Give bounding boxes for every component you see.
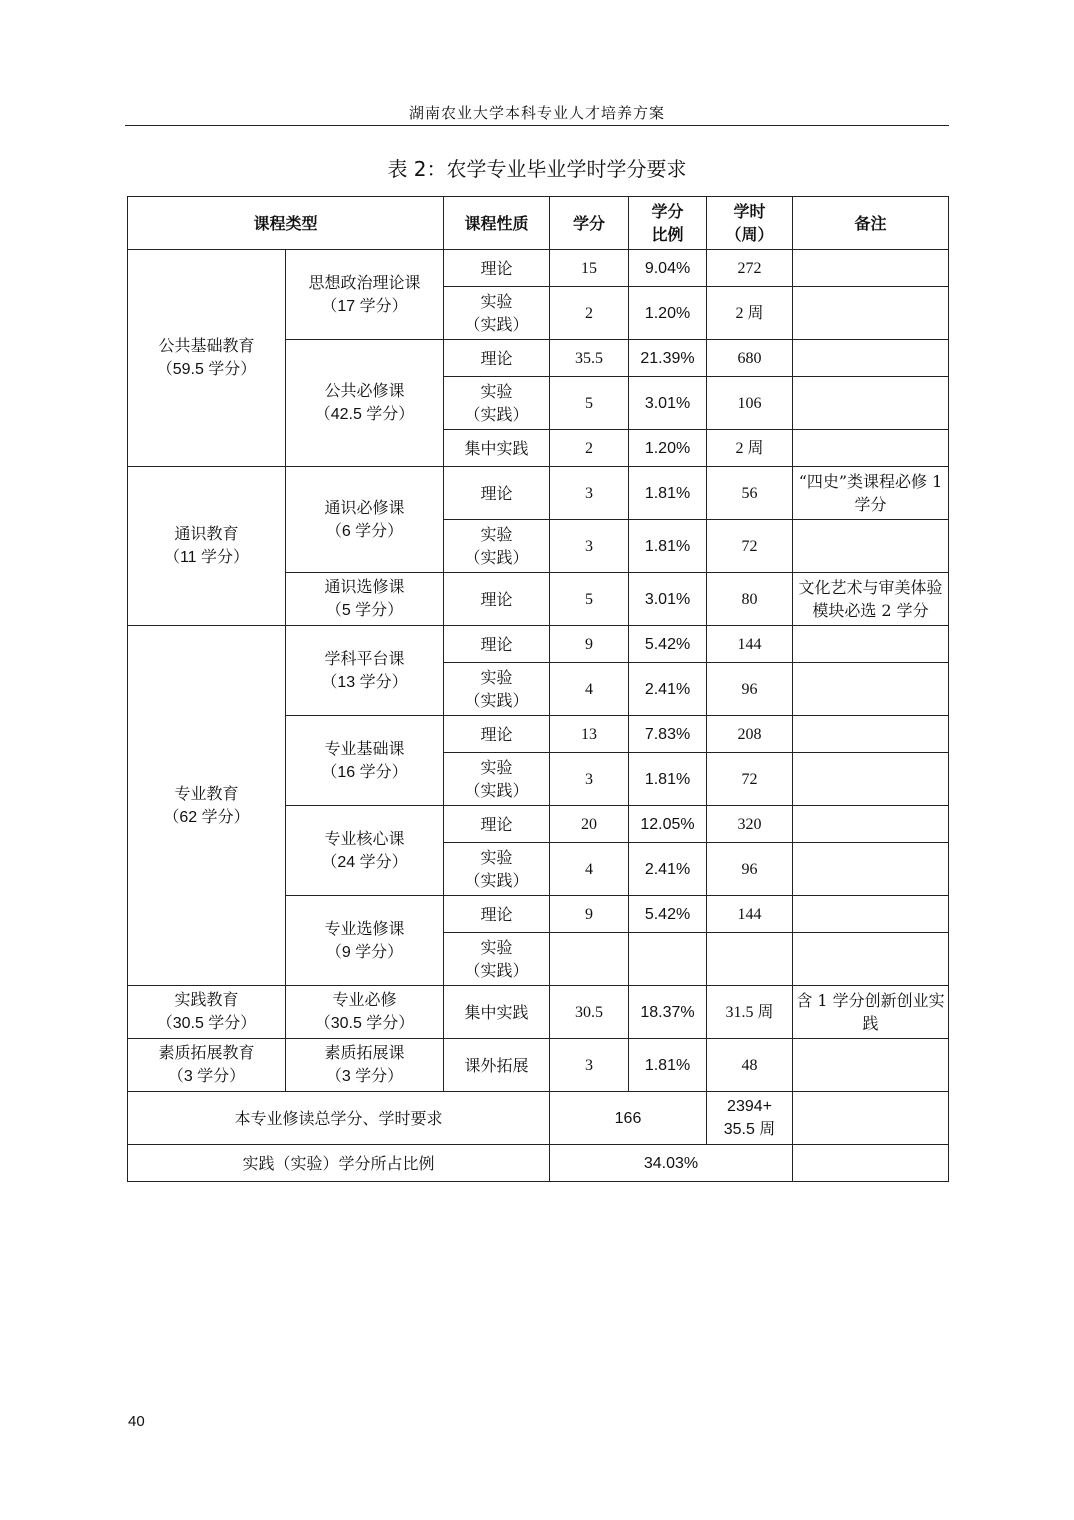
nature-cell: 实验 （实践） [444, 520, 550, 573]
total-hours-cell: 2394+ 35.5 周 [707, 1092, 793, 1145]
nature-cell: 实验 （实践） [444, 377, 550, 430]
credits-cell: 5 [550, 573, 629, 626]
credits-cell: 30.5 [550, 986, 629, 1039]
course-cell: 公共必修课 （42.5 学分） [286, 340, 444, 467]
table-row [128, 986, 949, 1039]
nature-cell: 理论 [444, 806, 550, 843]
ratio-cell: 1.20% [629, 430, 707, 467]
ratio-cell: 2.41% [629, 843, 707, 896]
ratio-cell: 2.41% [629, 663, 707, 716]
credits-cell: 5 [550, 377, 629, 430]
remark-cell [793, 430, 949, 467]
remark-cell [793, 663, 949, 716]
ratio-cell: 1.20% [629, 287, 707, 340]
table-header-row [128, 197, 949, 250]
nature-cell: 课外拓展 [444, 1039, 550, 1092]
total-remark-cell [793, 1092, 949, 1145]
category-cell: 实践教育 （30.5 学分） [128, 986, 286, 1039]
ratio-cell: 3.01% [629, 573, 707, 626]
course-cell: 专业选修课 （9 学分） [286, 896, 444, 986]
course-cell: 素质拓展课 （3 学分） [286, 1039, 444, 1092]
credits-cell: 4 [550, 843, 629, 896]
remark-cell: 含 1 学分创新创业实践 [793, 986, 949, 1039]
nature-cell: 理论 [444, 896, 550, 933]
practice-remark-cell [793, 1145, 949, 1182]
hours-cell: 272 [707, 250, 793, 287]
category-cell: 通识教育 （11 学分） [128, 467, 286, 626]
credits-cell: 15 [550, 250, 629, 287]
course-cell: 专业基础课 （16 学分） [286, 716, 444, 806]
header-credits: 学分 [550, 197, 629, 250]
hours-cell [707, 933, 793, 986]
hours-cell: 144 [707, 626, 793, 663]
practice-label-cell: 实践（实验）学分所占比例 [128, 1145, 550, 1182]
ratio-cell: 1.81% [629, 753, 707, 806]
hours-cell: 106 [707, 377, 793, 430]
remark-cell [793, 933, 949, 986]
table-row [128, 467, 949, 520]
ratio-cell: 9.04% [629, 250, 707, 287]
remark-cell [793, 753, 949, 806]
hours-cell: 2 周 [707, 430, 793, 467]
credits-cell: 2 [550, 430, 629, 467]
credits-cell: 3 [550, 753, 629, 806]
ratio-cell: 1.81% [629, 520, 707, 573]
credits-cell: 3 [550, 520, 629, 573]
hours-cell: 208 [707, 716, 793, 753]
category-cell: 公共基础教育 （59.5 学分） [128, 250, 286, 467]
ratio-cell: 18.37% [629, 986, 707, 1039]
practice-ratio-cell: 34.03% [550, 1145, 793, 1182]
hours-cell: 2 周 [707, 287, 793, 340]
remark-cell: “四史”类课程必修 1 学分 [793, 467, 949, 520]
hours-cell: 96 [707, 663, 793, 716]
remark-cell [793, 843, 949, 896]
ratio-cell: 1.81% [629, 467, 707, 520]
credits-cell: 9 [550, 626, 629, 663]
ratio-cell: 5.42% [629, 626, 707, 663]
hours-cell: 31.5 周 [707, 986, 793, 1039]
ratio-cell: 12.05% [629, 806, 707, 843]
credit-requirements-table [127, 196, 949, 1182]
header-course-type: 课程类型 [128, 197, 444, 250]
ratio-cell: 1.81% [629, 1039, 707, 1092]
credits-cell: 4 [550, 663, 629, 716]
nature-cell: 理论 [444, 250, 550, 287]
total-requirements-row [128, 1092, 949, 1145]
remark-cell [793, 716, 949, 753]
ratio-cell: 21.39% [629, 340, 707, 377]
nature-cell: 理论 [444, 573, 550, 626]
remark-cell [793, 896, 949, 933]
remark-cell [793, 377, 949, 430]
remark-cell [793, 626, 949, 663]
hours-cell: 96 [707, 843, 793, 896]
remark-cell [793, 806, 949, 843]
course-cell: 通识必修课 （6 学分） [286, 467, 444, 573]
table-row [128, 626, 949, 663]
category-cell: 专业教育 （62 学分） [128, 626, 286, 986]
header-hours: 学时 （周） [707, 197, 793, 250]
nature-cell: 集中实践 [444, 430, 550, 467]
header-remark: 备注 [793, 197, 949, 250]
course-cell: 专业必修 （30.5 学分） [286, 986, 444, 1039]
hours-cell: 144 [707, 896, 793, 933]
nature-cell: 理论 [444, 467, 550, 520]
remark-cell [793, 250, 949, 287]
nature-cell: 实验 （实践） [444, 843, 550, 896]
hours-cell: 680 [707, 340, 793, 377]
page-number: 40 [128, 1413, 145, 1430]
header-rule [125, 125, 949, 126]
hours-cell: 72 [707, 753, 793, 806]
nature-cell: 实验 （实践） [444, 753, 550, 806]
hours-cell: 48 [707, 1039, 793, 1092]
remark-cell [793, 1039, 949, 1092]
course-cell: 专业核心课 （24 学分） [286, 806, 444, 896]
ratio-cell: 5.42% [629, 896, 707, 933]
nature-cell: 理论 [444, 716, 550, 753]
hours-cell: 72 [707, 520, 793, 573]
remark-cell: 文化艺术与审美体验模块必选 2 学分 [793, 573, 949, 626]
nature-cell: 实验 （实践） [444, 663, 550, 716]
nature-cell: 集中实践 [444, 986, 550, 1039]
remark-cell [793, 287, 949, 340]
ratio-cell [629, 933, 707, 986]
credits-cell: 2 [550, 287, 629, 340]
course-cell: 学科平台课 （13 学分） [286, 626, 444, 716]
nature-cell: 实验 （实践） [444, 933, 550, 986]
remark-cell [793, 340, 949, 377]
nature-cell: 理论 [444, 626, 550, 663]
table-row [128, 250, 949, 287]
practice-ratio-row [128, 1145, 949, 1182]
header-credit-ratio: 学分 比例 [629, 197, 707, 250]
ratio-cell: 3.01% [629, 377, 707, 430]
table-row [128, 1039, 949, 1092]
course-cell: 通识选修课 （5 学分） [286, 573, 444, 626]
category-cell: 素质拓展教育 （3 学分） [128, 1039, 286, 1092]
hours-cell: 320 [707, 806, 793, 843]
total-label-cell: 本专业修读总学分、学时要求 [128, 1092, 550, 1145]
credits-cell: 35.5 [550, 340, 629, 377]
credits-cell: 13 [550, 716, 629, 753]
hours-cell: 80 [707, 573, 793, 626]
hours-cell: 56 [707, 467, 793, 520]
credits-cell: 3 [550, 1039, 629, 1092]
nature-cell: 理论 [444, 340, 550, 377]
table-title: 表 2：农学专业毕业学时学分要求 [387, 157, 687, 181]
credits-cell: 3 [550, 467, 629, 520]
credits-cell [550, 933, 629, 986]
credits-cell: 9 [550, 896, 629, 933]
remark-cell [793, 520, 949, 573]
ratio-cell: 7.83% [629, 716, 707, 753]
credits-cell: 20 [550, 806, 629, 843]
course-cell: 思想政治理论课 （17 学分） [286, 250, 444, 340]
nature-cell: 实验 （实践） [444, 287, 550, 340]
total-credits-cell: 166 [550, 1092, 707, 1145]
running-header: 湖南农业大学本科专业人才培养方案 [408, 104, 665, 122]
header-course-nature: 课程性质 [444, 197, 550, 250]
